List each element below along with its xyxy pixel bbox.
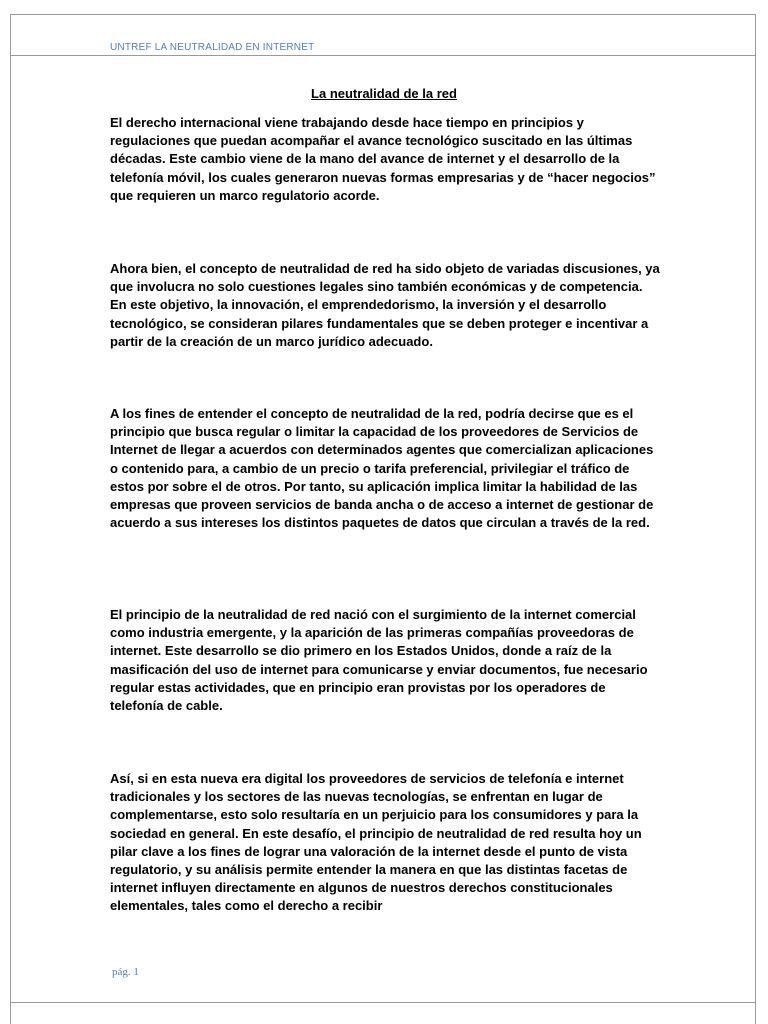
document-title: La neutralidad de la red — [311, 86, 457, 101]
header-divider — [10, 55, 756, 56]
running-header: UNTREF LA NEUTRALIDAD EN INTERNET — [110, 42, 315, 53]
page-number: pág. 1 — [112, 966, 139, 978]
paragraph-1: El derecho internacional viene trabajando desde hace tiempo en principios y regulaciones que puedan acompañar el avance tecnológico suscitado en las últimas décadas. Este cambio viene de la mano del avance de internet y el desarrollo de la telefonía móvil, los cuales generaron nuevas formas empresarias y de “hacer negocios” que requieren un marco regulatorio acorde. — [110, 115, 656, 203]
paragraph-3: A los fines de entender el concepto de neutralidad de la red, podría decirse que es el principio que busca regular o limitar la capacidad de los proveedores de Servicios de Internet de llegar a acuerdos con determinados agentes que comercializan aplicaciones o contenido para, a cambio de un precio o tarifa preferencial, privilegiar el tráfico de estos por sobre el de otros. Por tanto, su aplicación implica limitar la habilidad de las empresas que proveen servicios de banda ancha o de acceso a internet de gestionar de acuerdo a sus intereses los distintos paquetes de datos que circulan a través de la red. — [110, 406, 654, 531]
paragraph-4: El principio de la neutralidad de red nació con el surgimiento de la internet comercial como industria emergente, y la aparición de las primeras compañías proveedoras de internet. Este desarrollo se dio primero en los Estados Unidos, donde a raíz de la masificación del uso de internet para comunicarse y enviar documentos, fue necesario regular estas actividades, que en principio eran provistas por los operadores de telefonía de cable. — [110, 607, 648, 714]
paragraph-2: Ahora bien, el concepto de neutralidad de red ha sido objeto de variadas discusiones, ya que involucra no solo cuestiones legales sino también económicas y de competencia. En este objetivo, la innovación, el emprendedorismo, la inversión y el desarrollo tecnológico, se consideran pilares fundamentales que se deben proteger e incentivar a partir de la creación de un marco jurídico adecuado. — [110, 261, 660, 349]
footer-divider — [10, 1002, 756, 1003]
paragraph-5: Así, si en esta nueva era digital los proveedores de servicios de telefonía e internet tradicionales y los sectores de las nuevas tecnologías, se enfrentan en lugar de complementarse, esto solo resultaría en un perjuicio para los consumidores y para la sociedad en general. En este desafío, el principio de neutralidad de red resulta hoy un pilar clave a los fines de lograr una valoración de la internet desde el punto de vista regulatorio, y su análisis permite entender la manera en que las distintas facetas de internet influyen directamente en algunos de nuestros derechos constitucionales elementales, tales como el derecho a recibir — [110, 771, 642, 914]
